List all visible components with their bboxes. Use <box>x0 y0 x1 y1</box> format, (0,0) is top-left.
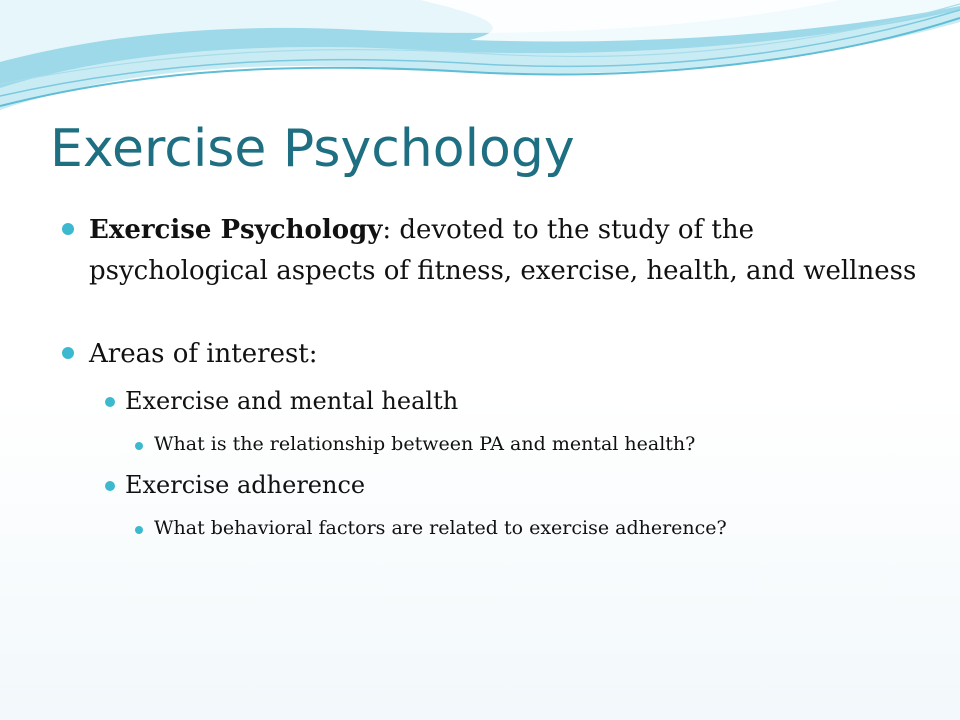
bullet-dot-icon <box>105 397 115 407</box>
spacer <box>62 292 922 334</box>
bullet-areas-of-interest <box>62 334 922 375</box>
bullet-dot-icon <box>62 347 74 359</box>
bullet-dot-icon <box>135 442 143 450</box>
bullet-dot-icon <box>62 223 74 235</box>
definition-term: Exercise Psychology <box>89 215 383 245</box>
slide-body <box>62 210 922 543</box>
subbullet-mental-health <box>62 383 922 419</box>
bullet-definition <box>62 210 922 292</box>
definition-text: : devoted to the study of the psychological aspects of fitness, exercise, health, and wellness <box>89 215 917 286</box>
bullet-dot-icon <box>105 481 115 491</box>
question-text: What behavioral factors are related to exercise adherence? <box>154 517 727 539</box>
slide-title: Exercise Psychology <box>50 119 575 179</box>
bullet-text: Areas of interest: <box>89 339 318 369</box>
subbullet-adherence <box>62 467 922 503</box>
question-adherence <box>62 513 922 543</box>
question-text: What is the relationship between PA and mental health? <box>154 433 696 455</box>
subbullet-text: Exercise and mental health <box>125 387 459 415</box>
subbullet-text: Exercise adherence <box>125 471 366 499</box>
decorative-wave <box>0 0 960 120</box>
bullet-dot-icon <box>135 526 143 534</box>
question-mental-health <box>62 429 922 459</box>
